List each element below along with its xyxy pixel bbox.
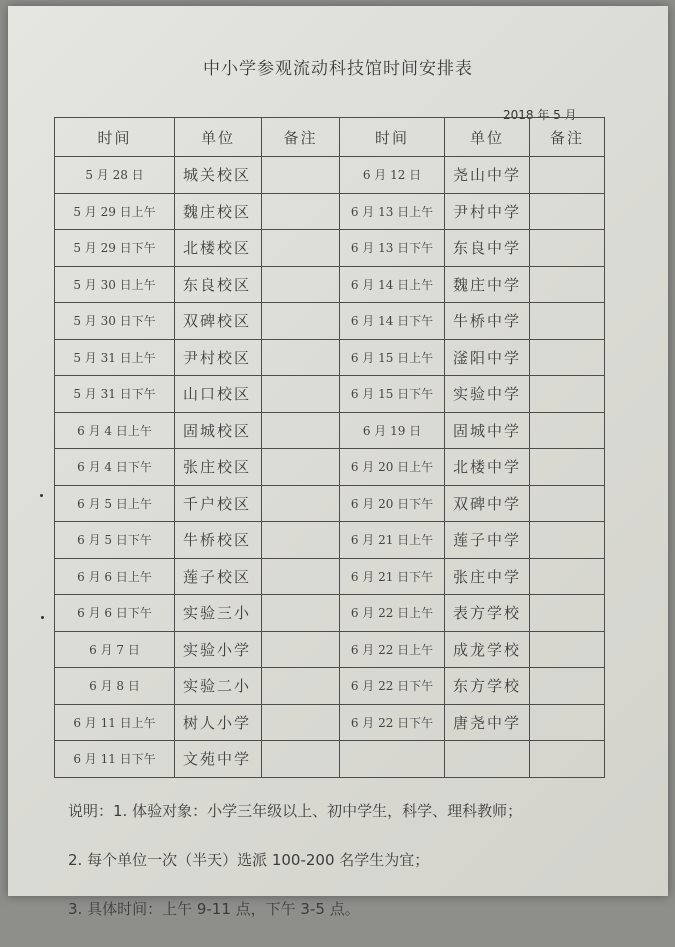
unit-left-cell: 文苑中学 (175, 741, 262, 778)
note-left-cell (262, 449, 340, 486)
unit-right-cell: 尧山中学 (445, 157, 530, 194)
note-left-cell (262, 741, 340, 778)
note-left-cell (262, 412, 340, 449)
unit-left-cell: 固城校区 (175, 412, 262, 449)
time-right-cell: 6 月 13 日上午 (340, 193, 445, 230)
note-line: 说明：1. 体验对象：小学三年级以上、初中学生，科学、理科教师； (68, 802, 523, 820)
unit-left-cell: 东良校区 (175, 266, 262, 303)
note-left-cell (262, 157, 340, 194)
document-page (8, 6, 668, 918)
note-right-cell (530, 631, 605, 668)
unit-right-cell: 成龙学校 (445, 631, 530, 668)
time-right-cell: 6 月 19 日 (340, 412, 445, 449)
time-right-cell (340, 741, 445, 778)
note-left-cell (262, 193, 340, 230)
unit-right-cell: 东良中学 (445, 230, 530, 267)
note-left-cell (262, 595, 340, 632)
time-right-cell: 6 月 22 日上午 (340, 631, 445, 668)
unit-right-cell: 尹村中学 (445, 193, 530, 230)
time-left-cell: 5 月 30 日上午 (55, 266, 175, 303)
table-row (55, 704, 605, 741)
time-right-cell: 6 月 21 日下午 (340, 558, 445, 595)
time-right-cell: 6 月 15 日上午 (340, 339, 445, 376)
time-left-cell: 6 月 5 日下午 (55, 522, 175, 559)
unit-right-cell: 固城中学 (445, 412, 530, 449)
note-right-cell (530, 339, 605, 376)
note-right-cell (530, 558, 605, 595)
unit-left-cell: 实验三小 (175, 595, 262, 632)
document-title: 中小学参观流动科技馆时间安排表 (203, 59, 473, 79)
table-row (55, 157, 605, 194)
table-row (55, 631, 605, 668)
note-right-cell (530, 230, 605, 267)
note-right-cell (530, 376, 605, 413)
unit-left-cell: 实验小学 (175, 631, 262, 668)
table-row (55, 668, 605, 705)
time-right-cell: 6 月 21 日上午 (340, 522, 445, 559)
unit-right-cell: 牛桥中学 (445, 303, 530, 340)
header-unit-left: 单位 (175, 118, 262, 157)
header-note-left: 备注 (262, 118, 340, 157)
note-right-cell (530, 485, 605, 522)
unit-right-cell: 张庄中学 (445, 558, 530, 595)
note-left-cell (262, 339, 340, 376)
time-right-cell: 6 月 20 日下午 (340, 485, 445, 522)
time-left-cell: 6 月 11 日上午 (55, 704, 175, 741)
unit-left-cell: 城关校区 (175, 157, 262, 194)
note-right-cell (530, 704, 605, 741)
table-row (55, 193, 605, 230)
time-left-cell: 6 月 4 日下午 (55, 449, 175, 486)
table-row (55, 230, 605, 267)
unit-left-cell: 张庄校区 (175, 449, 262, 486)
note-right-cell (530, 595, 605, 632)
time-left-cell: 6 月 7 日 (55, 631, 175, 668)
time-left-cell: 6 月 11 日下午 (55, 741, 175, 778)
header-unit-right: 单位 (445, 118, 530, 157)
unit-right-cell: 东方学校 (445, 668, 530, 705)
document-date: 2018 年 5 月 (503, 108, 577, 122)
time-right-cell: 6 月 13 日下午 (340, 230, 445, 267)
note-left-cell (262, 668, 340, 705)
table-header-row (55, 118, 605, 157)
time-left-cell: 5 月 31 日上午 (55, 339, 175, 376)
unit-left-cell: 魏庄校区 (175, 193, 262, 230)
unit-right-cell (445, 741, 530, 778)
note-right-cell (530, 303, 605, 340)
time-right-cell: 6 月 22 日上午 (340, 595, 445, 632)
note-left-cell (262, 704, 340, 741)
notes-section (68, 800, 668, 947)
table-row (55, 741, 605, 778)
time-left-cell: 6 月 6 日下午 (55, 595, 175, 632)
unit-right-cell: 表方学校 (445, 595, 530, 632)
note-left-cell (262, 266, 340, 303)
table-row (55, 485, 605, 522)
time-right-cell: 6 月 12 日 (340, 157, 445, 194)
time-right-cell: 6 月 20 日上午 (340, 449, 445, 486)
ink-speck (41, 616, 44, 619)
note-right-cell (530, 741, 605, 778)
note-left-cell (262, 631, 340, 668)
table-row (55, 266, 605, 303)
note-line: 2. 每个单位一次（半天）选派 100-200 名学生为宜； (68, 851, 430, 869)
header-note-right: 备注 (530, 118, 605, 157)
time-right-cell: 6 月 22 日下午 (340, 704, 445, 741)
unit-right-cell: 唐尧中学 (445, 704, 530, 741)
unit-right-cell: 双碑中学 (445, 485, 530, 522)
note-right-cell (530, 412, 605, 449)
unit-left-cell: 牛桥校区 (175, 522, 262, 559)
table-row (55, 412, 605, 449)
unit-right-cell: 莲子中学 (445, 522, 530, 559)
note-right-cell (530, 668, 605, 705)
unit-left-cell: 山口校区 (175, 376, 262, 413)
note-right-cell (530, 193, 605, 230)
unit-right-cell: 实验中学 (445, 376, 530, 413)
unit-left-cell: 千户校区 (175, 485, 262, 522)
note-right-cell (530, 157, 605, 194)
unit-left-cell: 尹村校区 (175, 339, 262, 376)
note-right-cell (530, 449, 605, 486)
time-left-cell: 6 月 4 日上午 (55, 412, 175, 449)
time-left-cell: 5 月 29 日下午 (55, 230, 175, 267)
note-left-cell (262, 485, 340, 522)
note-left-cell (262, 376, 340, 413)
time-right-cell: 6 月 14 日下午 (340, 303, 445, 340)
schedule-table (54, 117, 605, 778)
time-left-cell: 5 月 31 日下午 (55, 376, 175, 413)
time-left-cell: 5 月 30 日下午 (55, 303, 175, 340)
table-row (55, 558, 605, 595)
time-right-cell: 6 月 14 日上午 (340, 266, 445, 303)
table-row (55, 303, 605, 340)
note-left-cell (262, 303, 340, 340)
time-left-cell: 5 月 28 日 (55, 157, 175, 194)
table-row (55, 595, 605, 632)
time-right-cell: 6 月 15 日下午 (340, 376, 445, 413)
unit-left-cell: 实验二小 (175, 668, 262, 705)
note-line: 3. 具体时间：上午 9-11 点，下午 3-5 点。 (68, 900, 360, 918)
time-right-cell: 6 月 22 日下午 (340, 668, 445, 705)
unit-right-cell: 滏阳中学 (445, 339, 530, 376)
time-left-cell: 5 月 29 日上午 (55, 193, 175, 230)
unit-left-cell: 莲子校区 (175, 558, 262, 595)
unit-left-cell: 双碑校区 (175, 303, 262, 340)
table-row (55, 376, 605, 413)
time-left-cell: 6 月 8 日 (55, 668, 175, 705)
note-left-cell (262, 558, 340, 595)
unit-left-cell: 北楼校区 (175, 230, 262, 267)
unit-right-cell: 北楼中学 (445, 449, 530, 486)
note-right-cell (530, 266, 605, 303)
time-left-cell: 6 月 6 日上午 (55, 558, 175, 595)
note-left-cell (262, 522, 340, 559)
header-time-left: 时间 (55, 118, 175, 157)
table-row (55, 339, 605, 376)
unit-right-cell: 魏庄中学 (445, 266, 530, 303)
note-right-cell (530, 522, 605, 559)
ink-speck (40, 494, 43, 497)
note-left-cell (262, 230, 340, 267)
unit-left-cell: 树人小学 (175, 704, 262, 741)
table-row (55, 522, 605, 559)
header-time-right: 时间 (340, 118, 445, 157)
table-row (55, 449, 605, 486)
time-left-cell: 6 月 5 日上午 (55, 485, 175, 522)
